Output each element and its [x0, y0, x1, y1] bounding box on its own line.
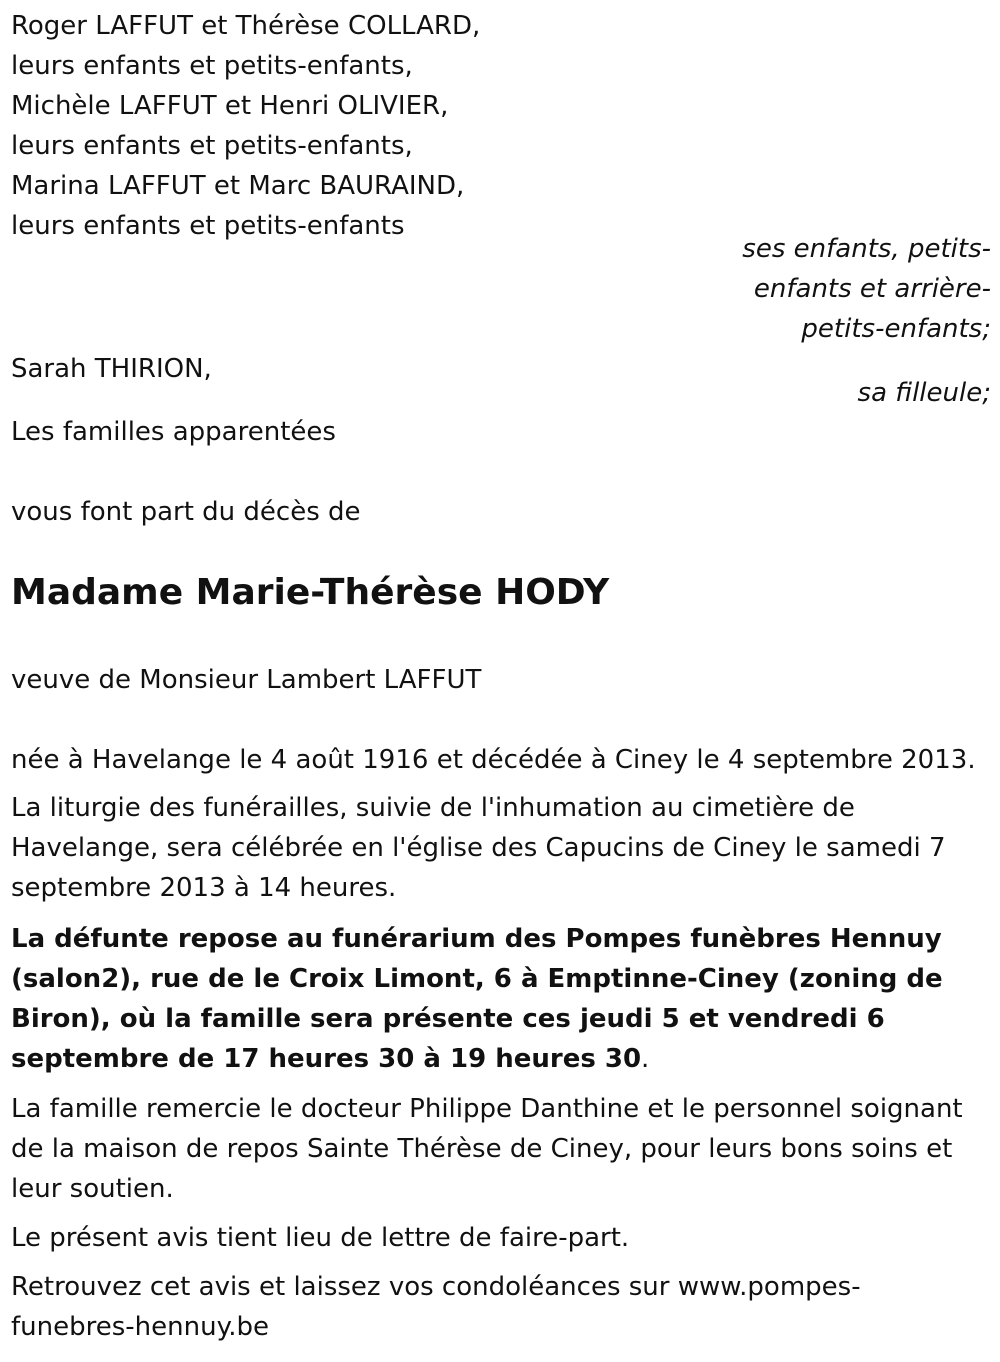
family-line-5: Marina LAFFUT et Marc BAURAIND,	[11, 171, 465, 201]
liturgy-paragraph: La liturgie des funérailles, suivie de l'inhumation au cimetière de Havelange, sera célébrée en l'église des Capucins de Ciney le samedi 7 septembre 2013 à 14 heures.	[11, 793, 946, 903]
family-line-1: Roger LAFFUT et Thérèse COLLARD,	[11, 11, 481, 41]
announcement-text: vous font part du décès de	[11, 497, 361, 527]
deceased-name: Madame Marie-Thérèse HODY	[11, 572, 610, 613]
family-line-3: Michèle LAFFUT et Henri OLIVIER,	[11, 91, 449, 121]
visitation-paragraph	[11, 919, 993, 1079]
related-families: Les familles apparentées	[11, 417, 336, 447]
goddaughter-name: Sarah THIRION,	[11, 354, 212, 384]
visitation-details: La défunte repose au funérarium des Pompes funèbres Hennuy (salon2), rue de le Croix Limont, 6 à Emptinne-Ciney (zoning de Biron), où la famille sera présente ces jeudi 5 et vendredi 6 septembre de 17 heures 30 à 19 heures 30	[11, 924, 943, 1074]
notice-text: Le présent avis tient lieu de lettre de faire-part.	[11, 1223, 630, 1253]
family-line-6: leurs enfants et petits-enfants	[11, 211, 405, 241]
family-role-line-1: ses enfants, petits-	[742, 234, 991, 264]
visitation-period: .	[641, 1044, 650, 1074]
thanks-paragraph: La famille remercie le docteur Philippe Danthine et le personnel soignant de la maison de repos Sainte Thérèse de Ciney, pour leurs bons soins et leur soutien.	[11, 1094, 963, 1204]
family-role-line-2: enfants et arrière-	[753, 274, 991, 304]
family-role-line-3: petits-enfants;	[801, 314, 991, 344]
goddaughter-role: sa filleule;	[857, 378, 991, 408]
condolences-text: Retrouvez cet avis et laissez vos condoléances sur www.pompes-funebres-hennuy.be	[11, 1272, 861, 1342]
family-line-2: leurs enfants et petits-enfants,	[11, 51, 413, 81]
family-line-4: leurs enfants et petits-enfants,	[11, 131, 413, 161]
widow-of: veuve de Monsieur Lambert LAFFUT	[11, 665, 482, 695]
birth-death: née à Havelange le 4 août 1916 et décédée à Ciney le 4 septembre 2013.	[11, 745, 976, 775]
